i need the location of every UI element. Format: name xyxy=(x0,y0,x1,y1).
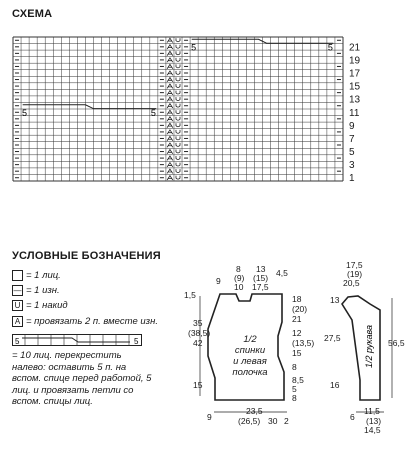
yarn-over-icon xyxy=(176,156,180,159)
yarn-over-icon xyxy=(176,123,180,126)
sleeve-bottom-w1: 11,5 xyxy=(364,406,380,416)
purl-symbol: — xyxy=(13,286,22,295)
legend-k2tog xyxy=(12,316,158,327)
body-right-val: 21 xyxy=(292,314,302,324)
row-number: 9 xyxy=(349,120,355,132)
body-right-val: 18 xyxy=(292,294,302,304)
k2tog-icon xyxy=(167,104,173,108)
k2tog-icon xyxy=(167,77,173,81)
body-right-val: 5 xyxy=(292,384,297,394)
yarn-over-icon xyxy=(176,38,180,41)
sleeve-top-1: 17,5 xyxy=(346,260,363,270)
row-number: 19 xyxy=(349,55,361,67)
body-label-4: полочка xyxy=(232,367,268,378)
row-number: 7 xyxy=(349,133,355,145)
yarn-over-icon xyxy=(176,45,180,48)
body-bottom-w1: 23,5 xyxy=(246,406,263,416)
sleeve-bottom-left: 6 xyxy=(350,412,355,422)
yarn-over-icon xyxy=(176,51,180,54)
k2tog-icon xyxy=(167,110,173,114)
legend-yo-text: = 1 накид xyxy=(26,300,68,311)
body-right-val: 8 xyxy=(292,362,297,372)
yarn-over-icon xyxy=(176,71,180,74)
chart-title: СХЕМА xyxy=(12,8,53,20)
yarn-over-icon xyxy=(176,110,180,113)
legend-yo xyxy=(12,300,68,311)
sleeve-top-2: (19) xyxy=(347,269,363,279)
garment-patterns xyxy=(184,260,405,435)
legend-knit xyxy=(12,270,61,281)
body-neck-3: 10 xyxy=(234,282,244,292)
yarn-over-icon xyxy=(176,130,180,133)
body-label-2: спинки xyxy=(234,345,266,356)
sleeve-outline xyxy=(342,296,380,400)
yarn-over-symbol: U xyxy=(12,300,23,311)
body-right-val: 15 xyxy=(292,348,302,358)
knit-symbol xyxy=(12,270,23,281)
k2tog-icon xyxy=(167,176,173,180)
k2tog-icon xyxy=(167,169,173,173)
body-label-1: 1/2 xyxy=(243,334,257,345)
legend-purl-text: = 1 изн. xyxy=(26,285,60,296)
k2tog-icon xyxy=(167,58,173,62)
cable-lower-start-label: 5 xyxy=(22,108,28,118)
body-top-left: 9 xyxy=(216,276,221,286)
k2tog-icon xyxy=(167,143,173,147)
row-number: 3 xyxy=(349,160,355,172)
legend-title: УСЛОВНЫЕ БОЗНАЧЕНИЯ xyxy=(12,250,161,262)
row-number: 13 xyxy=(349,94,361,106)
body-right-val: (13,5) xyxy=(292,338,315,348)
cable-legend-end-label: 5 xyxy=(134,337,139,346)
k2tog-icon xyxy=(167,71,173,75)
body-right-val: (20) xyxy=(292,304,308,314)
k2tog-icon xyxy=(167,123,173,127)
yarn-over-icon xyxy=(176,117,180,120)
k2tog-icon xyxy=(167,91,173,95)
body-top-right: 4,5 xyxy=(276,268,288,278)
body-bottom-right: 2 xyxy=(284,416,289,426)
sleeve-bottom-w2: (13) xyxy=(366,416,382,426)
knitting-chart xyxy=(13,37,361,184)
row-number: 11 xyxy=(349,107,360,119)
row-number: 21 xyxy=(349,42,361,54)
sleeve-top-3: 20,5 xyxy=(343,278,360,288)
row-number: 15 xyxy=(349,81,361,93)
body-label-3: и левая xyxy=(233,356,267,367)
sleeve-left-lower: 16 xyxy=(330,380,340,390)
k2tog-icon xyxy=(167,117,173,121)
body-left-h3: 42 xyxy=(193,338,203,348)
body-bottom-left: 9 xyxy=(207,412,212,422)
legend-purl xyxy=(12,285,60,296)
legend-k2tog-text: = провязать 2 п. вместе изн. xyxy=(26,316,158,327)
body-right-val: 12 xyxy=(292,328,302,338)
yarn-over-icon xyxy=(176,149,180,152)
legend-cable-text: = 10 лиц. перекрестить налево: оставить 5 п. на вспом. спице перед работой, 5 лиц. и провязать петли со вспом. спицы лиц. xyxy=(12,350,152,407)
cable-upper-end-label: 5 xyxy=(327,42,333,53)
legend-knit-text: = 1 лиц. xyxy=(26,270,61,281)
yarn-over-icon xyxy=(176,97,180,100)
k2tog-icon xyxy=(167,38,173,42)
cable-upper-start-label: 5 xyxy=(191,42,197,53)
k2tog-icon xyxy=(167,51,173,55)
body-bottom-w2: (26,5) xyxy=(238,416,261,426)
yarn-over-icon xyxy=(176,163,180,166)
yarn-over-icon xyxy=(176,64,180,67)
yarn-over-icon xyxy=(176,84,180,87)
cable-legend-symbol xyxy=(12,334,142,346)
body-right-val: 8,5 xyxy=(292,375,304,385)
body-shoulder-2: (15) xyxy=(253,273,269,283)
yarn-over-icon xyxy=(176,58,180,61)
k2tog-icon xyxy=(167,156,173,160)
yarn-over-icon xyxy=(176,104,180,107)
body-shoulder-1: 13 xyxy=(256,264,266,274)
sleeve-bottom-w3: 14,5 xyxy=(364,425,381,435)
cable-lower-end-label: 5 xyxy=(150,108,156,118)
k2tog-icon xyxy=(167,64,173,68)
k2tog-purl-symbol: A xyxy=(12,316,23,327)
row-number: 17 xyxy=(349,68,361,80)
sleeve-label: 1/2 рукава xyxy=(364,325,374,368)
k2tog-icon xyxy=(167,149,173,153)
yarn-over-icon xyxy=(176,136,180,139)
k2tog-icon xyxy=(167,163,173,167)
cable-legend-start-label: 5 xyxy=(15,337,20,346)
body-shoulder-3: 17,5 xyxy=(252,282,269,292)
body-left-h2: (38,5) xyxy=(188,328,211,338)
body-bottom-w3: 30 xyxy=(268,416,278,426)
yarn-over-icon xyxy=(176,77,180,80)
k2tog-icon xyxy=(167,97,173,101)
body-left-small: 1,5 xyxy=(184,290,196,300)
sleeve-left-upper: 13 xyxy=(330,295,340,305)
row-number: 1 xyxy=(349,173,355,185)
k2tog-icon xyxy=(167,84,173,88)
body-neck-1: 8 xyxy=(236,264,241,274)
yarn-over-icon xyxy=(176,91,180,94)
body-right-val: 8 xyxy=(292,393,297,403)
body-left-h1: 35 xyxy=(193,318,203,328)
k2tog-icon xyxy=(167,130,173,134)
k2tog-icon xyxy=(167,45,173,49)
cable-lower xyxy=(23,105,157,109)
row-number: 5 xyxy=(349,147,355,159)
yarn-over-icon xyxy=(176,143,180,146)
sleeve-left-mid: 27,5 xyxy=(324,333,341,343)
body-left-lower: 15 xyxy=(193,380,203,390)
yarn-over-icon xyxy=(176,176,180,179)
sleeve-right-height: 56,5 xyxy=(388,338,405,348)
yarn-over-icon xyxy=(176,169,180,172)
k2tog-icon xyxy=(167,136,173,140)
body-neck-2: (9) xyxy=(234,273,245,283)
